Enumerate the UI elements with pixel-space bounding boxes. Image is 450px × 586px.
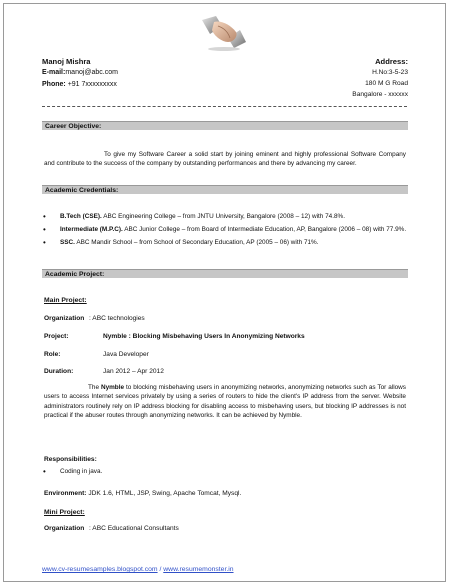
- degree-detail: ABC Junior College – from Board of Intermediate Education, AP, Bangalore (2006 – 08) with 77.9%.: [124, 226, 407, 233]
- phone-line: [42, 81, 117, 88]
- description-text: to blocking misbehaving users in anonymizing networks, anonymizing networks such as Tor allows users to access Internet services privately by using a series of routers to hide the client's IP address from the server. Website administrators routinely rely on IP address blocking for disabling access to misbehaving users, but blocking IP addresses is not practical if the abuser routes through anonymizing networks. It can be achieved by Nymble.: [44, 384, 406, 420]
- footer-links: [42, 566, 234, 573]
- academic-project-heading: Academic Project:: [42, 269, 408, 278]
- description-bold: Nymble: [100, 384, 125, 391]
- mini-organization-label: Organization: [44, 525, 85, 532]
- phone-value: +91 7xxxxxxxxx: [67, 81, 117, 88]
- career-objective-heading: Career Objective:: [42, 121, 408, 130]
- email-value[interactable]: manoj@abc.com: [65, 69, 118, 76]
- academic-credentials-heading: Academic Credentials:: [42, 185, 408, 194]
- main-project-label: Main Project:: [44, 297, 87, 304]
- handshake-icon: [200, 12, 248, 52]
- description-intro: The: [88, 384, 101, 391]
- project-label: Project:: [44, 333, 69, 340]
- academic-item: [30, 238, 410, 247]
- footer-separator: /: [157, 566, 164, 573]
- duration-value: Jan 2012 – Apr 2012: [103, 368, 164, 375]
- project-value: Nymble : Blocking Misbehaving Users In Anonymizing Networks: [103, 333, 305, 340]
- responsibility-item: [30, 467, 410, 476]
- environment-line: [44, 490, 241, 497]
- mini-organization-value: : ABC Educational Consultants: [89, 525, 179, 532]
- address-line-3: Bangalore - xxxxxx: [352, 91, 408, 98]
- candidate-name: Manoj Mishra: [42, 57, 91, 66]
- environment-label: Environment:: [44, 490, 87, 497]
- address-line-2: 180 M G Road: [365, 80, 408, 87]
- footer-link-blog[interactable]: www.cv-resumesamples.blogspot.com: [42, 566, 158, 573]
- role-label: Role:: [44, 351, 61, 358]
- degree-detail: ABC Mandir School – from School of Secondary Education, AP (2005 – 06) with 71%.: [76, 239, 319, 246]
- academic-item: [30, 225, 410, 234]
- academic-item: [30, 212, 410, 221]
- email-line: [42, 69, 118, 76]
- footer-link-site[interactable]: www.resumemonster.in: [163, 566, 234, 573]
- project-description: [44, 383, 406, 421]
- role-value: Java Developer: [103, 351, 149, 358]
- academic-list: [30, 212, 410, 251]
- responsibility-text: Coding in java.: [60, 468, 103, 475]
- address-line-1: H.No:3-5-23: [372, 69, 408, 76]
- responsibilities-label: Responsibilities:: [44, 456, 97, 463]
- responsibilities-list: [30, 467, 410, 480]
- degree-label: Intermediate (M.P.C).: [60, 226, 123, 233]
- phone-label: Phone:: [42, 81, 66, 88]
- address-label: Address:: [375, 57, 408, 66]
- duration-label: Duration:: [44, 368, 74, 375]
- email-label: E-mail:: [42, 69, 66, 76]
- environment-value: JDK 1.6, HTML, JSP, Swing, Apache Tomcat, Mysql.: [88, 490, 242, 497]
- degree-detail: ABC Engineering College – from JNTU University, Bangalore (2008 – 12) with 74.8%.: [103, 213, 345, 220]
- degree-label: SSC.: [60, 239, 75, 246]
- mini-project-label: Mini Project:: [44, 509, 85, 516]
- career-objective-text: To give my Software Career a solid start by joining eminent and highly professional Software Company and contribute to the success of the company by outstanding performances and there by advancing my career.: [44, 151, 406, 168]
- header-divider: [42, 106, 407, 107]
- organization-label: Organization: [44, 315, 85, 322]
- organization-value: : ABC technologies: [89, 315, 145, 322]
- degree-label: B.Tech (CSE).: [60, 213, 102, 220]
